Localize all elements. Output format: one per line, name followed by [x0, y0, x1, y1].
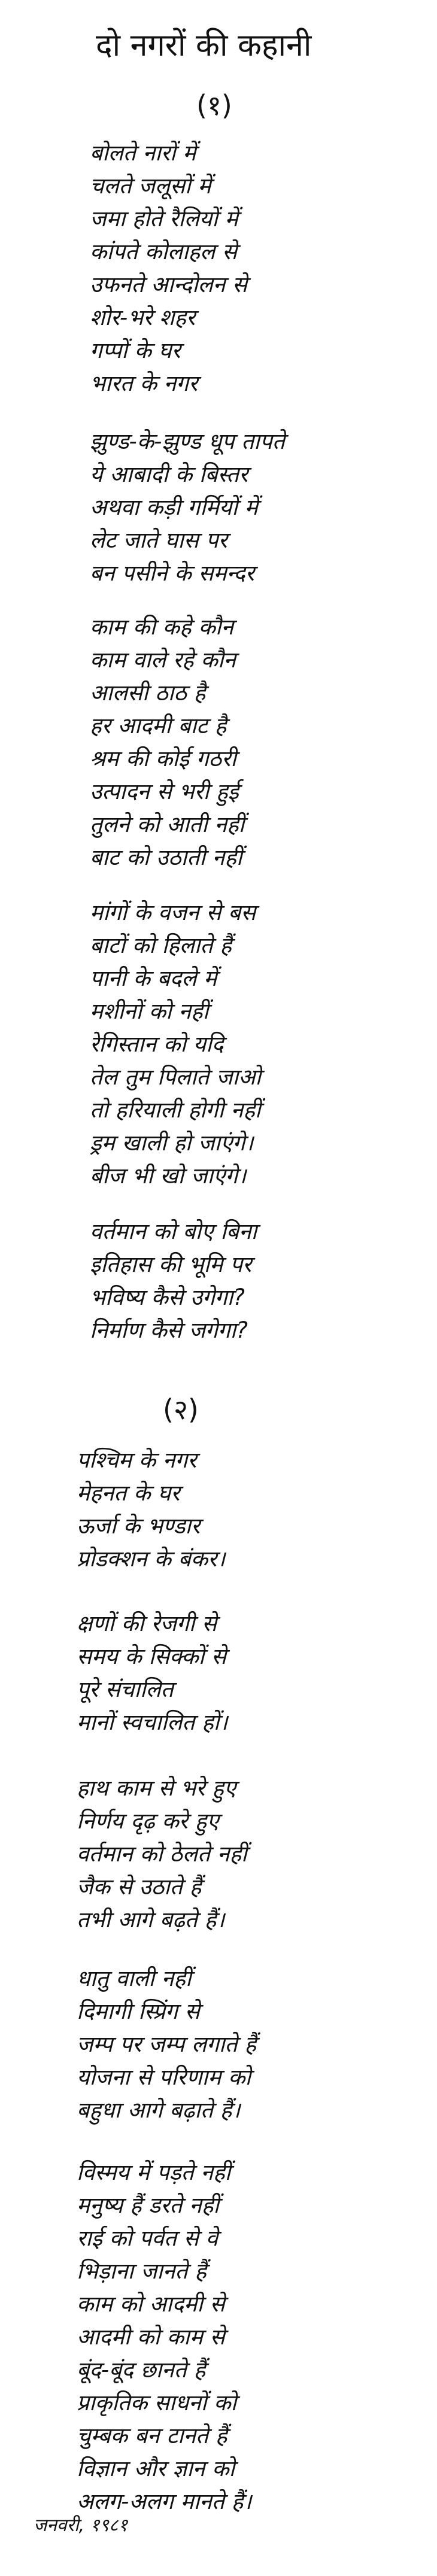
poem-line: बाट को उठाती नहीं	[90, 845, 242, 870]
poem-line: बीज भी खो जाएंगे।	[90, 1163, 247, 1189]
poem-line: काम वाले रहे कौन	[90, 647, 236, 673]
poem-line: प्रोडक्शन के बंकर।	[77, 1546, 226, 1572]
stanza	[90, 425, 285, 590]
poem-line: गप्पों के घर	[90, 338, 181, 363]
section-2-number: (२)	[163, 1393, 199, 1426]
poem-line: तुलने को आती नहीं	[90, 812, 245, 837]
stanza	[90, 896, 261, 1192]
poem-line: जमा होते रैलियों में	[90, 206, 238, 232]
poem-line: तभी आगे बढ़ते हैं।	[77, 1907, 225, 1933]
poem-line: बूंद-बूंद छानते हैं	[77, 2357, 206, 2383]
poem-line: इतिहास की भूमि पर	[90, 1251, 252, 1277]
stanza	[77, 1444, 225, 1575]
poem-line: योजना से परिणाम को	[77, 2064, 251, 2090]
poem-line: अलग-अलग मानते हैं।	[77, 2489, 252, 2514]
stanza	[90, 136, 247, 400]
poem-line: बाटों को हिलाते हैं	[90, 932, 232, 958]
poem-line: राई को पर्वत से वे	[77, 2225, 218, 2251]
stanza	[77, 1607, 227, 1739]
poem-line: धातु वाली नहीं	[77, 1966, 192, 1991]
stanza	[90, 610, 244, 874]
poem-line: निर्णय दृढ़ करे हुए	[77, 1808, 219, 1834]
poem-line: विज्ञान और ज्ञान को	[77, 2456, 235, 2481]
poem-line: समय के सिक्कों से	[77, 1644, 227, 1669]
poem-line: ये आबादी के बिस्तर	[90, 461, 248, 487]
poem-line: दिमागी स्प्रिंग से	[77, 1998, 200, 2024]
poem-line: उत्पादन से भरी हुई	[90, 779, 239, 804]
poem-line: तेल तुम पिलाते जाओ	[90, 1064, 261, 1090]
poem-line: ऊर्जा के भण्डार	[77, 1513, 201, 1539]
poem-line: मानों स्वचालित हों।	[77, 1709, 228, 1735]
poem-line: वर्तमान को ठेलते नहीं	[77, 1841, 247, 1867]
poem-line: शोर-भरे शहर	[90, 305, 196, 330]
poem-line: लेट जाते घास पर	[90, 527, 227, 553]
poem-line: चलते जलूसों में	[90, 173, 211, 199]
poem-line: बोलते नारों में	[90, 140, 196, 166]
poem-line: काम को आदमी से	[77, 2291, 225, 2317]
poem-line: आलसी ठाठ है	[90, 680, 206, 706]
poem-line: मनुष्य हैं डरते नहीं	[77, 2192, 219, 2218]
poem-line: हाथ काम से भरे हुए	[77, 1775, 236, 1801]
poem-line: मेहनत के घर	[77, 1480, 180, 1506]
poem-line: जैक से उठाते हैं	[77, 1874, 202, 1900]
poem-line: हर आदमी बाट है	[90, 713, 227, 739]
poem-line: बन पसीने के समन्दर	[90, 560, 254, 586]
stanza	[77, 1772, 247, 1936]
poem-line: क्षणों की रेजगी से	[77, 1611, 217, 1636]
poem-line: काम की कहे कौन	[90, 614, 234, 640]
poem-line: पानी के बदले में	[90, 965, 217, 991]
poem-line: निर्माण कैसे जगेगा?	[90, 1317, 248, 1343]
poem-date: जनवरी, १९८१	[34, 2515, 128, 2536]
stanza	[77, 2156, 251, 2518]
poem-line: मांगों के वजन से बस	[90, 900, 256, 925]
poem-line: पूरे संचालित	[77, 1676, 174, 1702]
poem-line: जम्प पर जम्प लगाते हैं	[77, 2031, 256, 2057]
poem-line: कांपते कोलाहल से	[90, 239, 238, 265]
poem-line: श्रम की कोई गठरी	[90, 746, 236, 771]
poem-line: चुम्बक बन टानते हैं	[77, 2423, 227, 2449]
poem-line: विस्मय में पड़ते नहीं	[77, 2159, 231, 2185]
poem-line: भारत के नगर	[90, 370, 198, 396]
poem-line: वर्तमान को बोए बिना	[90, 1219, 257, 1244]
poem-line: आदमी को काम से	[77, 2324, 225, 2350]
poem-line: मशीनों को नहीं	[90, 998, 209, 1024]
poem-line: अथवा कड़ी गर्मियों में	[90, 494, 258, 520]
poem-line: बहुधा आगे बढ़ाते हैं।	[77, 2097, 241, 2123]
poem-line: पश्चिम के नगर	[77, 1447, 197, 1473]
poem-line: भिड़ाना जानते हैं	[77, 2258, 207, 2284]
poem-line: रेगिस्तान को यदि	[90, 1031, 224, 1057]
poem-line: प्राकृतिक साधनों को	[77, 2390, 237, 2416]
section-1-number: (१)	[196, 89, 232, 121]
poem-line: झुण्ड-के-झुण्ड धूप तापते	[90, 429, 285, 454]
poem-line: ड्रम खाली हो जाएंगे।	[90, 1130, 254, 1156]
poem-line: तो हरियाली होगी नहीं	[90, 1097, 261, 1123]
stanza	[90, 1215, 257, 1347]
poem-line: भविष्य कैसे उगेगा?	[90, 1284, 245, 1310]
poem-line: उफनते आन्दोलन से	[90, 272, 248, 297]
stanza	[77, 1962, 256, 2127]
poem-title: दो नगरों की कहानी	[96, 28, 312, 63]
